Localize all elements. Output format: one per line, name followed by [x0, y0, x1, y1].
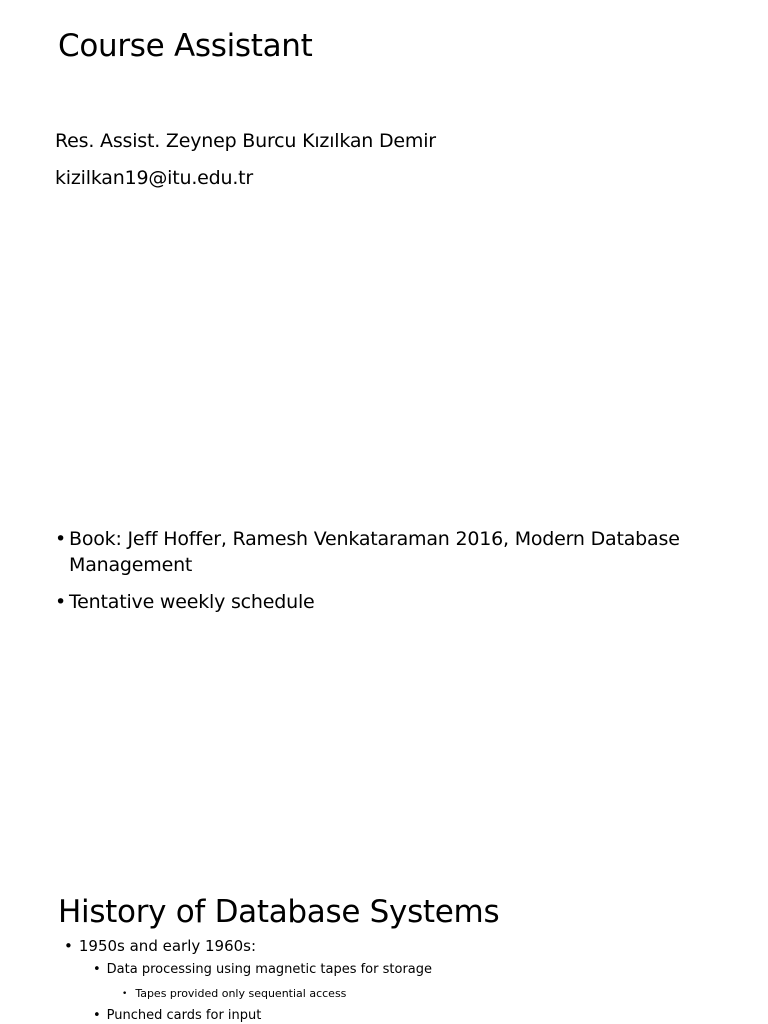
history-item-text: Punched cards for input: [106, 1008, 262, 1023]
list-item-text: Tentative weekly schedule: [69, 591, 315, 613]
assistant-name: Res. Assist. Zeynep Burcu Kızılkan Demir: [55, 130, 436, 152]
bullet-icon: •: [64, 937, 73, 955]
assistant-email: kizilkan19@itu.edu.tr: [55, 167, 254, 189]
bullet-icon: •: [55, 591, 67, 613]
course-info-list: [55, 526, 715, 626]
history-item-level2: [93, 1008, 261, 1023]
list-item-text: Book: Jeff Hoffer, Ramesh Venkataraman 2016, Modern Database Management: [69, 528, 680, 576]
history-item-text: Tapes provided only sequential access: [135, 987, 347, 1000]
history-item-level1: [64, 937, 256, 955]
section-title-history: History of Database Systems: [58, 894, 500, 930]
bullet-icon: •: [93, 962, 101, 977]
history-item-level3: [122, 987, 346, 1000]
page-title-course-assistant: Course Assistant: [58, 28, 313, 64]
list-item-schedule: [55, 589, 715, 615]
history-item-text: 1950s and early 1960s:: [78, 937, 257, 955]
list-item-book: [55, 526, 715, 578]
bullet-icon: •: [93, 1008, 101, 1023]
history-item-level2: [93, 962, 432, 977]
bullet-icon: •: [55, 528, 67, 550]
bullet-icon: •: [122, 989, 128, 999]
history-item-text: Data processing using magnetic tapes for storage: [106, 962, 433, 977]
